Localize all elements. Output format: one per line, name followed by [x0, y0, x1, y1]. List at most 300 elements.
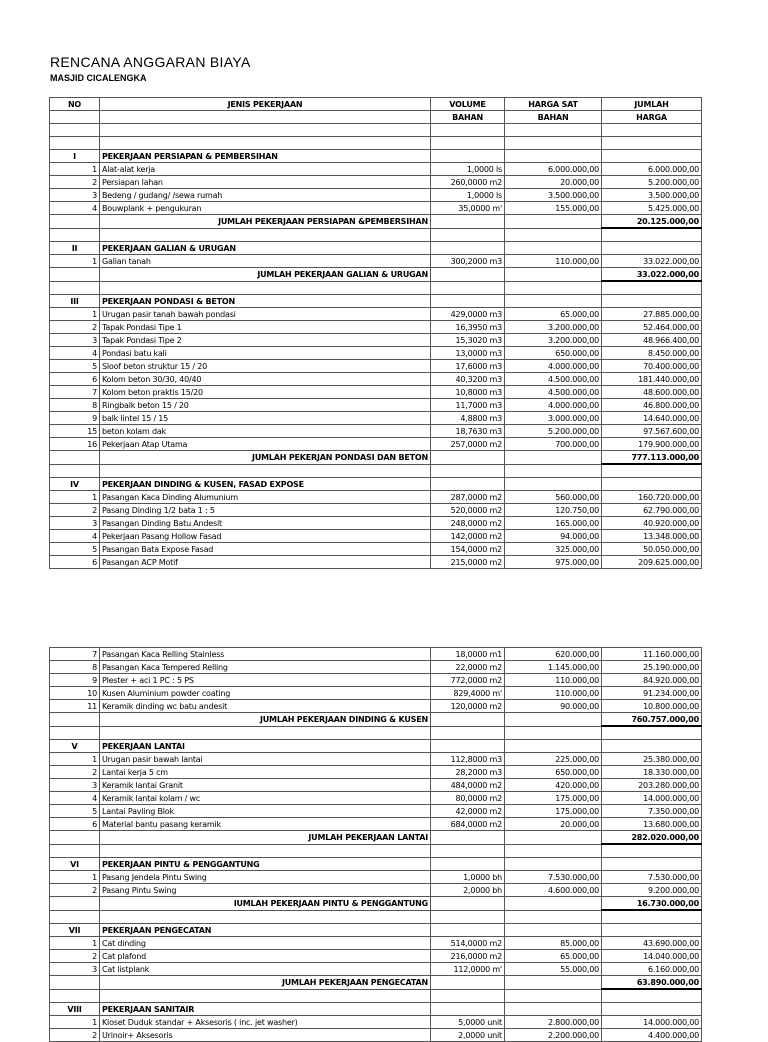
section-number: VI	[50, 858, 100, 871]
item-volume: 260,0000 m2	[431, 176, 505, 189]
item-unit-price: 6.000.000,00	[505, 163, 602, 176]
item-number: 1	[50, 163, 100, 176]
item-unit-price: 975.000,00	[505, 556, 602, 569]
item-unit-price: 20.000,00	[505, 176, 602, 189]
empty-cell	[505, 844, 602, 858]
item-description: Pasang Jendela Pintu Swing	[100, 871, 431, 884]
header-total: JUMLAH	[602, 98, 702, 111]
empty-cell	[505, 858, 602, 871]
item-volume: 18,7630 m3	[431, 425, 505, 438]
item-volume: 429,0000 m3	[431, 308, 505, 321]
item-description: Pekerjaan Atap Utama	[100, 438, 431, 451]
item-number: 10	[50, 687, 100, 700]
item-total: 6.160.000,00	[602, 963, 702, 976]
item-total: 5.425.000,00	[602, 202, 702, 215]
item-volume: 112,0000 m'	[431, 963, 505, 976]
item-unit-price: 420.000,00	[505, 779, 602, 792]
header-item-2	[100, 111, 431, 124]
empty-cell	[505, 215, 602, 229]
item-row	[50, 766, 702, 779]
empty-cell	[50, 228, 100, 242]
item-volume: 684,0000 m2	[431, 818, 505, 831]
empty-cell	[100, 228, 431, 242]
empty-cell	[431, 242, 505, 255]
item-unit-price: 85.000,00	[505, 937, 602, 950]
item-total: 48.600.000,00	[602, 386, 702, 399]
item-unit-price: 65.000,00	[505, 950, 602, 963]
section-title: PEKERJAAN GALIAN & URUGAN	[100, 242, 431, 255]
item-description: Pekerjaan Pasang Hollow Fasad	[100, 530, 431, 543]
empty-cell	[50, 137, 100, 150]
subtotal-value: 20.125.000,00	[602, 215, 702, 229]
empty-cell	[505, 740, 602, 753]
empty-cell	[602, 281, 702, 295]
empty-cell	[431, 924, 505, 937]
item-volume: 15,3020 m3	[431, 334, 505, 347]
item-unit-price: 4.500.000,00	[505, 373, 602, 386]
item-volume: 1,0000 bh	[431, 871, 505, 884]
item-volume: 11,7000 m3	[431, 399, 505, 412]
item-description: Pasangan Kaca Tempered Relling	[100, 661, 431, 674]
subtotal-row	[50, 897, 702, 911]
item-description: Kusen Aluminium powder coating	[100, 687, 431, 700]
item-total: 160.720.000,00	[602, 491, 702, 504]
item-row	[50, 1029, 702, 1042]
item-description: Pasangan Bata Expose Fasad	[100, 543, 431, 556]
item-number: 8	[50, 661, 100, 674]
subtotal-value: 760.757.000,00	[602, 713, 702, 727]
item-row	[50, 818, 702, 831]
item-description: Pasang Pintu Swing	[100, 884, 431, 897]
item-volume: 2,0000 unit	[431, 1029, 505, 1042]
empty-cell	[100, 726, 431, 740]
empty-cell	[505, 137, 602, 150]
empty-cell	[602, 150, 702, 163]
empty-cell	[50, 281, 100, 295]
empty-cell	[431, 268, 505, 282]
header-no: NO	[50, 98, 100, 111]
item-description: Cat plafond	[100, 950, 431, 963]
item-total: 14.000.000,00	[602, 792, 702, 805]
item-number: 1	[50, 871, 100, 884]
subtotal-value: 282.020.000,00	[602, 831, 702, 845]
item-row	[50, 308, 702, 321]
item-volume: 80,0000 m2	[431, 792, 505, 805]
item-number: 2	[50, 1029, 100, 1042]
item-number: 2	[50, 950, 100, 963]
item-volume: 2,0000 bh	[431, 884, 505, 897]
item-unit-price: 2.200.000,00	[505, 1029, 602, 1042]
section-row	[50, 478, 702, 491]
item-number: 4	[50, 202, 100, 215]
item-total: 27.885.000,00	[602, 308, 702, 321]
item-number: 6	[50, 818, 100, 831]
subtotal-row	[50, 268, 702, 282]
section-title: PEKERJAAN PERSIAPAN & PEMBERSIHAN	[100, 150, 431, 163]
item-unit-price: 3.500.000,00	[505, 189, 602, 202]
empty-cell	[505, 281, 602, 295]
empty-cell	[602, 858, 702, 871]
item-description: Alat-alat kerja	[100, 163, 431, 176]
subtotal-value: 33.022.000,00	[602, 268, 702, 282]
empty-cell	[431, 713, 505, 727]
item-description: Pondasi batu kali	[100, 347, 431, 360]
item-row	[50, 202, 702, 215]
section-row	[50, 242, 702, 255]
section-number: III	[50, 295, 100, 308]
item-volume: 215,0000 m2	[431, 556, 505, 569]
item-row	[50, 543, 702, 556]
item-total: 70.400.000,00	[602, 360, 702, 373]
item-row	[50, 963, 702, 976]
item-unit-price: 110.000,00	[505, 255, 602, 268]
empty-cell	[431, 1003, 505, 1016]
item-description: Tapak Pondasi Tipe 2	[100, 334, 431, 347]
header-price: HARGA SAT	[505, 98, 602, 111]
item-row	[50, 779, 702, 792]
item-volume: 216,0000 m2	[431, 950, 505, 963]
subtotal-value: 63.890.000,00	[602, 976, 702, 990]
empty-cell	[50, 124, 100, 137]
item-volume: 13,0000 m3	[431, 347, 505, 360]
item-total: 97.567.600,00	[602, 425, 702, 438]
item-volume: 1,0000 ls	[431, 189, 505, 202]
item-description: Urinoir+ Aksesoris	[100, 1029, 431, 1042]
subtotal-label: JUMLAH PEKERJAAN PERSIAPAN &PEMBERSIHAN	[100, 215, 431, 229]
item-row	[50, 1016, 702, 1029]
item-unit-price: 7.530.000,00	[505, 871, 602, 884]
blank-row	[50, 137, 702, 150]
empty-cell	[505, 228, 602, 242]
item-unit-price: 560.000,00	[505, 491, 602, 504]
item-unit-price: 650.000,00	[505, 347, 602, 360]
item-description: Material bantu pasang keramik	[100, 818, 431, 831]
subtotal-value: 777.113.000,00	[602, 451, 702, 465]
item-unit-price: 3.200.000,00	[505, 334, 602, 347]
item-unit-price: 4.000.000,00	[505, 360, 602, 373]
header-row-2	[50, 111, 702, 124]
item-unit-price: 4.600.000,00	[505, 884, 602, 897]
empty-cell	[431, 464, 505, 478]
empty-cell	[505, 713, 602, 727]
item-volume: 772,0000 m2	[431, 674, 505, 687]
empty-cell	[505, 910, 602, 924]
item-description: Kloset Duduk standar + Aksesoris ( inc. jet washer)	[100, 1016, 431, 1029]
item-number: 1	[50, 937, 100, 950]
item-unit-price: 90.000,00	[505, 700, 602, 713]
item-unit-price: 65.000,00	[505, 308, 602, 321]
section-number: VII	[50, 924, 100, 937]
empty-cell	[602, 124, 702, 137]
subtotal-row	[50, 451, 702, 465]
item-total: 14.000.000,00	[602, 1016, 702, 1029]
blank-row	[50, 281, 702, 295]
item-total: 13.680.000,00	[602, 818, 702, 831]
item-description: Pasangan Kaca Dinding Alumunium	[100, 491, 431, 504]
empty-cell	[431, 858, 505, 871]
empty-cell	[50, 215, 100, 229]
subtotal-label: JUMLAH PEKERJAAN LANTAI	[100, 831, 431, 845]
item-volume: 42,0000 m2	[431, 805, 505, 818]
empty-cell	[505, 295, 602, 308]
empty-cell	[602, 464, 702, 478]
item-description: Tapak Pondasi Tipe 1	[100, 321, 431, 334]
item-row	[50, 334, 702, 347]
subtotal-row	[50, 215, 702, 229]
blank-row	[50, 989, 702, 1003]
item-volume: 514,0000 m2	[431, 937, 505, 950]
empty-cell	[431, 150, 505, 163]
item-unit-price: 1.145.000,00	[505, 661, 602, 674]
item-unit-price: 94.000,00	[505, 530, 602, 543]
item-unit-price: 3.000.000,00	[505, 412, 602, 425]
item-total: 8.450.000,00	[602, 347, 702, 360]
item-total: 10.800.000,00	[602, 700, 702, 713]
section-title: PEKERJAAN DINDING & KUSEN, FASAD EXPOSE	[100, 478, 431, 491]
item-number: 3	[50, 517, 100, 530]
section-number: V	[50, 740, 100, 753]
item-number: 9	[50, 674, 100, 687]
section-number: I	[50, 150, 100, 163]
empty-cell	[50, 726, 100, 740]
item-row	[50, 950, 702, 963]
header-volume: VOLUME	[431, 98, 505, 111]
item-volume: 484,0000 m2	[431, 779, 505, 792]
item-description: Pasangan ACP Motif	[100, 556, 431, 569]
item-row	[50, 648, 702, 661]
empty-cell	[602, 924, 702, 937]
item-volume: 5,0000 unit	[431, 1016, 505, 1029]
empty-cell	[505, 124, 602, 137]
item-total: 14.040.000,00	[602, 950, 702, 963]
item-number: 5	[50, 805, 100, 818]
section-row	[50, 740, 702, 753]
empty-cell	[602, 137, 702, 150]
empty-cell	[431, 726, 505, 740]
subtotal-row	[50, 831, 702, 845]
item-row	[50, 674, 702, 687]
empty-cell	[431, 215, 505, 229]
item-row	[50, 661, 702, 674]
section-number: II	[50, 242, 100, 255]
section-title: PEKERJAAN PENGECATAN	[100, 924, 431, 937]
item-number: 3	[50, 779, 100, 792]
item-row	[50, 871, 702, 884]
item-total: 91.234.000,00	[602, 687, 702, 700]
section-title: PEKERJAAN PINTU & PENGGANTUNG	[100, 858, 431, 871]
empty-cell	[505, 1003, 602, 1016]
empty-cell	[431, 478, 505, 491]
item-number: 4	[50, 347, 100, 360]
item-description: Plester + aci 1 PC : 5 PS	[100, 674, 431, 687]
item-total: 25.190.000,00	[602, 661, 702, 674]
section-row	[50, 295, 702, 308]
item-number: 2	[50, 321, 100, 334]
header-price-2: BAHAN	[505, 111, 602, 124]
item-total: 4.400.000,00	[602, 1029, 702, 1042]
empty-cell	[50, 451, 100, 465]
empty-cell	[431, 281, 505, 295]
empty-cell	[431, 989, 505, 1003]
item-description: Cat dinding	[100, 937, 431, 950]
item-description: Lantai Pavling Blok	[100, 805, 431, 818]
item-volume: 17,6000 m3	[431, 360, 505, 373]
document-title: RENCANA ANGGARAN BIAYA	[50, 54, 251, 70]
item-volume: 248,0000 m2	[431, 517, 505, 530]
item-description: balk lintel 15 / 15	[100, 412, 431, 425]
item-row	[50, 438, 702, 451]
empty-cell	[50, 897, 100, 911]
item-row	[50, 386, 702, 399]
section-title: PEKERJAAN LANTAI	[100, 740, 431, 753]
item-total: 11.160.000,00	[602, 648, 702, 661]
empty-cell	[505, 989, 602, 1003]
empty-cell	[431, 976, 505, 990]
section-row	[50, 924, 702, 937]
item-unit-price: 120.750,00	[505, 504, 602, 517]
item-unit-price: 20.000,00	[505, 818, 602, 831]
header-item: JENIS PEKERJAAN	[100, 98, 431, 111]
empty-cell	[602, 242, 702, 255]
empty-cell	[50, 268, 100, 282]
empty-cell	[50, 831, 100, 845]
item-number: 5	[50, 360, 100, 373]
item-description: Persiapan lahan	[100, 176, 431, 189]
item-volume: 4,8800 m3	[431, 412, 505, 425]
item-description: Keramik lantai Granit	[100, 779, 431, 792]
item-unit-price: 55.000,00	[505, 963, 602, 976]
header-row-1	[50, 98, 702, 111]
empty-cell	[602, 910, 702, 924]
item-unit-price: 175.000,00	[505, 792, 602, 805]
header-no-2	[50, 111, 100, 124]
item-number: 15	[50, 425, 100, 438]
table-body-page-1	[50, 124, 702, 569]
item-description: Ringbalk beton 15 / 20	[100, 399, 431, 412]
empty-cell	[602, 295, 702, 308]
item-volume: 10,8000 m3	[431, 386, 505, 399]
budget-table-page-1	[49, 97, 702, 569]
item-volume: 120,0000 m2	[431, 700, 505, 713]
item-total: 209.625.000,00	[602, 556, 702, 569]
item-number: 4	[50, 792, 100, 805]
empty-cell	[505, 976, 602, 990]
item-unit-price: 165.000,00	[505, 517, 602, 530]
empty-cell	[100, 124, 431, 137]
item-description: Kolom beton praktis 15/20	[100, 386, 431, 399]
empty-cell	[602, 228, 702, 242]
empty-cell	[431, 740, 505, 753]
item-row	[50, 805, 702, 818]
item-volume: 257,0000 m2	[431, 438, 505, 451]
empty-cell	[505, 478, 602, 491]
item-description: Urugan pasir tanah bawah pondasi	[100, 308, 431, 321]
item-number: 4	[50, 530, 100, 543]
item-row	[50, 321, 702, 334]
subtotal-label: JUMLAH PEKERJAAN DINDING & KUSEN	[100, 713, 431, 727]
item-row	[50, 347, 702, 360]
empty-cell	[100, 844, 431, 858]
empty-cell	[505, 451, 602, 465]
item-unit-price: 620.000,00	[505, 648, 602, 661]
item-volume: 520,0000 m2	[431, 504, 505, 517]
empty-cell	[602, 1003, 702, 1016]
item-number: 1	[50, 491, 100, 504]
item-total: 46.800.000,00	[602, 399, 702, 412]
header-total-2: HARGA	[602, 111, 702, 124]
item-total: 84.920.000,00	[602, 674, 702, 687]
empty-cell	[50, 976, 100, 990]
item-row	[50, 163, 702, 176]
item-volume: 1,0000 ls	[431, 163, 505, 176]
blank-row	[50, 910, 702, 924]
empty-cell	[431, 844, 505, 858]
item-number: 1	[50, 255, 100, 268]
item-unit-price: 110.000,00	[505, 674, 602, 687]
subtotal-row	[50, 976, 702, 990]
item-description: Pasangan Dinding Batu Andesit	[100, 517, 431, 530]
item-description: Keramik lantai kolam / wc	[100, 792, 431, 805]
item-row	[50, 556, 702, 569]
empty-cell	[431, 910, 505, 924]
item-total: 13.348.000,00	[602, 530, 702, 543]
empty-cell	[50, 844, 100, 858]
item-total: 62.790.000,00	[602, 504, 702, 517]
item-description: Sloof beton struktur 15 / 20	[100, 360, 431, 373]
item-number: 8	[50, 399, 100, 412]
item-volume: 28,2000 m3	[431, 766, 505, 779]
empty-cell	[505, 464, 602, 478]
empty-cell	[602, 478, 702, 491]
item-total: 9.200.000,00	[602, 884, 702, 897]
item-row	[50, 176, 702, 189]
item-unit-price: 155.000,00	[505, 202, 602, 215]
item-number: 1	[50, 1016, 100, 1029]
section-row	[50, 1003, 702, 1016]
item-description: Pasangan Kaca Relling Stainless	[100, 648, 431, 661]
item-total: 6.000.000,00	[602, 163, 702, 176]
item-unit-price: 225.000,00	[505, 753, 602, 766]
item-number: 3	[50, 334, 100, 347]
empty-cell	[505, 831, 602, 845]
empty-cell	[505, 242, 602, 255]
blank-row	[50, 844, 702, 858]
blank-row	[50, 228, 702, 242]
item-number: 6	[50, 556, 100, 569]
item-unit-price: 650.000,00	[505, 766, 602, 779]
item-total: 7.350.000,00	[602, 805, 702, 818]
item-description: Lantai kerja 5 cm	[100, 766, 431, 779]
item-number: 1	[50, 753, 100, 766]
subtotal-label: JUMLAH PEKERJAAN GALIAN & URUGAN	[100, 268, 431, 282]
empty-cell	[505, 268, 602, 282]
empty-cell	[505, 726, 602, 740]
empty-cell	[100, 910, 431, 924]
empty-cell	[431, 831, 505, 845]
item-row	[50, 753, 702, 766]
item-volume: 829,4000 m'	[431, 687, 505, 700]
empty-cell	[50, 464, 100, 478]
item-unit-price: 700.000,00	[505, 438, 602, 451]
item-number: 9	[50, 412, 100, 425]
section-number: IV	[50, 478, 100, 491]
subtotal-label: JUMLAH PEKERJAAN PENGECATAN	[100, 976, 431, 990]
item-total: 3.500.000,00	[602, 189, 702, 202]
item-description: Urugan pasir bawah lantai	[100, 753, 431, 766]
empty-cell	[602, 989, 702, 1003]
item-volume: 16,3950 m3	[431, 321, 505, 334]
subtotal-value: 16.730.000,00	[602, 897, 702, 911]
